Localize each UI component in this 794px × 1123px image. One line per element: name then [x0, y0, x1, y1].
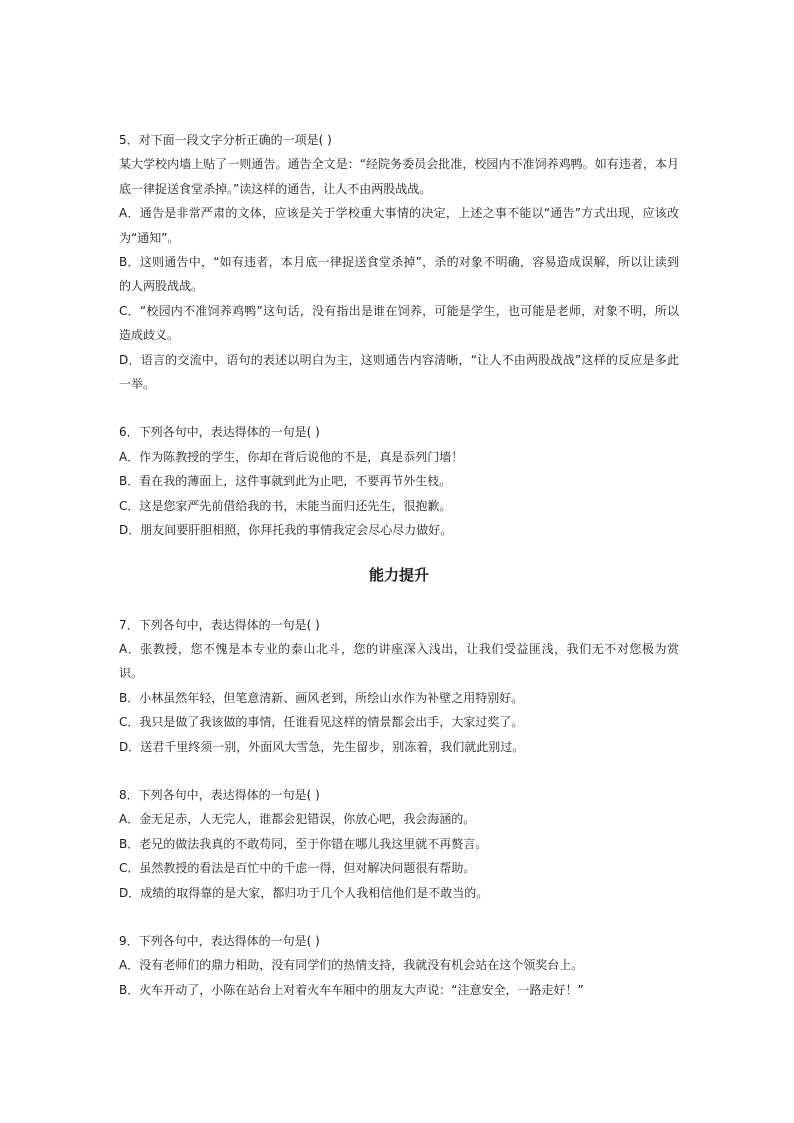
- option-c: C．虽然教授的看法是百忙中的千虑一得，但对解决问题很有帮助。: [119, 861, 476, 876]
- option-a: A．金无足赤，人无完人，谁都会犯错误，你放心吧，我会海涵的。: [119, 812, 476, 827]
- option-a: A．通告是非常严肃的文体，应该是关于学校重大事情的决定，上述之事不能以“通告”方式出现，应该改为“通知”。: [119, 206, 679, 245]
- option-c: C．“校园内不准饲养鸡鸭”这句话，没有指出是谁在饲养，可能是学生，也可能是老师，对象不明，所以造成歧义。: [119, 303, 679, 343]
- option-a: A．没有老师们的鼎力相助，没有同学们的热情支持，我就没有机会站在这个领奖台上。: [119, 958, 584, 973]
- option-b: B．这则通告中，“如有违者，本月底一律捉送食堂杀掉”，杀的对象不明确，容易造成误解，所以让读到的人两股战战。: [119, 255, 679, 294]
- option-b: B．小林虽然年轻，但笔意清新、画风老到，所绘山水作为补壁之用特别好。: [119, 690, 524, 705]
- question-8: [119, 783, 679, 905]
- question-stem: 6．下列各句中，表达得体的一句是( ): [119, 425, 320, 440]
- option-d: D．语言的交流中，语句的表述以明白为主，这则通告内容清晰，“让人不由两股战战”这样的反应是多此一举。: [119, 352, 679, 392]
- option-d: D．成绩的取得靠的是大家，都归功于几个人我相信他们是不敢当的。: [119, 885, 489, 900]
- option-a: A．张教授，您不愧是本专业的泰山北斗，您的讲座深入浅出，让我们受益匪浅，我们无不对您极为赏识。: [119, 641, 679, 681]
- option-d: D．送君千里终须一别，外面风大雪急，先生留步，别冻着，我们就此别过。: [119, 739, 525, 754]
- question-stem: 8．下列各句中，表达得体的一句是( ): [119, 787, 320, 802]
- option-b: B．火车开动了，小陈在站台上对着火车车厢中的朋友大声说：“注意安全，一路走好！”: [119, 982, 584, 997]
- option-b: B．看在我的薄面上，这件事就到此为止吧，不要再节外生枝。: [119, 474, 452, 489]
- question-passage: 某大学校内墙上贴了一则通告。通告全文是：“经院务委员会批准，校园内不准饲养鸡鸭。如有违者，本月底一律捉送食堂杀掉。”读这样的通告，让人不由两股战战。: [119, 157, 679, 196]
- question-6: [119, 420, 679, 542]
- option-d: D．朋友间要肝胆相照，你拜托我的事情我定会尽心尽力做好。: [119, 523, 453, 538]
- option-a: A．作为陈教授的学生，你却在背后说他的不是，真是忝列门墙！: [119, 449, 464, 464]
- question-5: [119, 128, 679, 396]
- question-stem: 5．对下面一段文字分析正确的一项是( ): [119, 133, 332, 147]
- question-7: [119, 613, 679, 759]
- option-c: C．这是您家严先前借给我的书，未能当面归还先生，很抱歉。: [119, 498, 452, 513]
- option-b: B．老兄的做法我真的不敢苟同，至于你错在哪儿我这里就不再赘言。: [119, 836, 488, 851]
- question-stem: 9．下列各句中，表达得体的一句是( ): [119, 933, 320, 948]
- question-9: [119, 929, 679, 1002]
- section-title: 能力提升: [368, 565, 429, 584]
- question-stem: 7．下列各句中，表达得体的一句是( ): [119, 617, 320, 632]
- option-c: C．我只是做了我该做的事情，任谁看见这样的情景都会出手，大家过奖了。: [119, 715, 524, 730]
- page-content: [119, 128, 679, 1002]
